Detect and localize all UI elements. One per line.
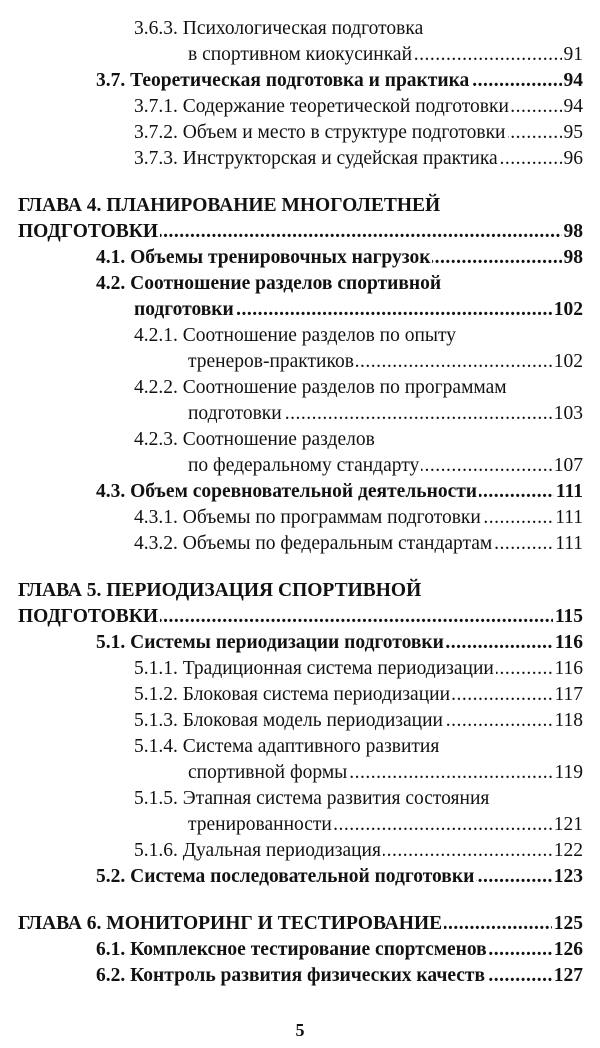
toc-entry [96,630,583,656]
toc-entry [188,453,583,479]
toc-entry-page: ..... 116 [553,630,583,656]
toc-entry [18,193,583,219]
toc-entry-title: 5.1.5. Этапная система развития состояния [134,788,490,809]
toc-entry-page: ..... 127 [552,963,583,989]
toc-entry-title: 4.2. Соотношение разделов спортивной [96,273,442,294]
toc-entry [96,864,583,890]
toc-entry [134,375,583,401]
toc-entry [134,16,583,42]
toc-entry-title: в спортивном киокусинкай [188,42,414,68]
toc-entry-title: 6.1. Комплексное тестирование спортсменов [96,937,489,963]
toc-entry-page: ..... 96 [562,146,584,172]
toc-entry-title: ГЛАВА 5. ПЕРИОДИЗАЦИЯ СПОРТИВНОЙ [18,580,422,601]
toc-entry-page: ..... 95 [562,120,584,146]
toc-entry-title: 3.7. Теоретическая подготовка и практика [96,68,471,94]
toc-entry-title: подготовки [134,297,236,323]
toc-entry [134,323,583,349]
toc-entry [18,578,583,604]
toc-entry-title: спортивной формы [188,760,349,786]
toc-entry-page: ..... 111 [553,505,583,531]
toc-entry-title: тренеров-практиков [188,349,356,375]
toc-entry-page: ..... 115 [553,604,583,630]
toc-entry [96,479,583,505]
toc-entry [188,760,583,786]
toc-entry [96,245,583,271]
toc-entry-page: ..... 122 [552,838,583,864]
toc-entry-title: подготовки [188,401,284,427]
toc-entry-title: ПОДГОТОВКИ [18,219,160,245]
toc-entry-title: 4.2.1. Соотношение разделов по опыту [134,325,457,346]
toc-entry-title: 4.2.2. Соотношение разделов по программам [134,377,507,398]
toc-entry [134,120,583,146]
toc-entry-title: по федеральному стандарту [188,453,421,479]
toc-entry [96,68,583,94]
toc-entry-page: ..... 116 [552,656,583,682]
toc-entry-title: 4.3.1. Объемы по программам подготовки [134,505,483,531]
toc-entry-title: 5.1.3. Блоковая модель периодизации [134,708,445,734]
toc-entry [134,146,583,172]
toc-entry-title: 4.3. Объем соревновательной деятельности [96,479,479,505]
toc-entry-title: 5.1.1. Традиционная система периодизации [134,656,496,682]
toc-entry-title: ГЛАВА 6. МОНИТОРИНГ И ТЕСТИРОВАНИЕ [18,911,444,937]
toc-entry-page: ..... 102 [552,349,583,375]
toc-entry-page: ..... 126 [552,937,583,963]
toc-entry-page: ..... 102 [552,297,583,323]
toc-entry [18,911,583,937]
toc-entry [96,963,583,989]
toc-entry-page: ..... 107 [552,453,583,479]
toc-entry-page: ..... 94 [562,94,584,120]
toc-entry [134,297,583,323]
toc-entry-page: ..... 111 [553,531,583,557]
toc-entry [188,812,583,838]
toc-entry-page: ..... 123 [552,864,583,890]
toc-entry-page: ..... 98 [562,245,584,271]
toc-entry [134,94,583,120]
toc-entry-title: 4.3.2. Объемы по федеральным стандартам [134,531,494,557]
toc-entry [134,838,583,864]
toc-entry [96,271,583,297]
toc-entry-title: 6.2. Контроль развития физических качеств [96,963,487,989]
toc-entry [134,427,583,453]
toc-entry-page: ..... 119 [552,760,583,786]
toc-entry [18,219,583,245]
toc-entry [188,401,583,427]
toc-entry-page: ..... 125 [552,911,583,937]
page-number: 5 [295,1020,305,1040]
toc-entry-page: ..... 117 [552,682,583,708]
toc-entry-title: 5.1.4. Система адаптивного развития [134,736,440,757]
toc-entry-page: ..... 91 [562,42,584,68]
toc-entry-page: ..... 98 [562,219,584,245]
toc-entry-title: ПОДГОТОВКИ [18,604,160,630]
toc-entry-title: 5.1. Системы периодизации подготовки [96,630,446,656]
toc-entry [18,604,583,630]
toc-entry [188,349,583,375]
toc-entry-title: 4.1. Объемы тренировочных нагрузок [96,245,432,271]
toc-entry-title: тренированности [188,812,334,838]
toc-entry-page: ..... 121 [552,812,583,838]
toc-entry-title: 3.7.3. Инструкторская и судейская практика [134,146,500,172]
toc-entry-title: 3.7.1. Содержание теоретической подготовки [134,94,511,120]
toc-entry [134,708,583,734]
toc-entry [134,682,583,708]
toc-entry-title: 4.2.3. Соотношение разделов [134,429,375,450]
toc-entry-title: 3.7.2. Объем и место в структуре подготовки [134,120,508,146]
toc-entry-page: ..... 118 [552,708,583,734]
toc-entry-title: ГЛАВА 4. ПЛАНИРОВАНИЕ МНОГОЛЕТНЕЙ [18,195,441,216]
toc-entry-title: 3.6.3. Психологическая подготовка [134,18,424,39]
toc-entry-page: ..... 103 [552,401,583,427]
toc-entry [134,531,583,557]
toc-entry [134,734,583,760]
toc-entry-title: 5.2. Система последовательной подготовки [96,864,476,890]
toc-entry [134,505,583,531]
toc-entry [134,656,583,682]
toc-entry-page: ..... 94 [562,68,584,94]
toc-entry-title: 5.1.2. Блоковая система периодизации [134,682,452,708]
toc-entry [96,937,583,963]
toc-entry-title: 5.1.6. Дуальная периодизация [134,838,383,864]
toc-entry-page: ..... 111 [554,479,583,505]
toc-entry [188,42,583,68]
toc-entry [134,786,583,812]
